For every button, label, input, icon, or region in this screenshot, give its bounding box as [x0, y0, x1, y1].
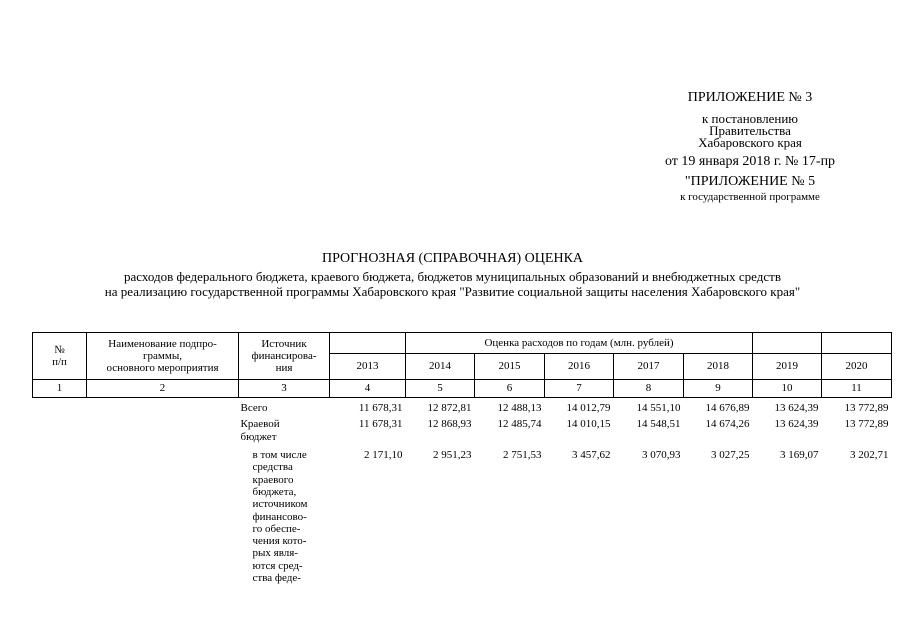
cell-value: 3 202,71: [850, 448, 889, 461]
column-number: 2: [87, 380, 239, 398]
cell-value: 13 624,39: [774, 418, 819, 431]
column-number: 7: [545, 380, 614, 398]
cell-value: 14 676,89: [705, 402, 750, 414]
header-year: 2014: [406, 354, 475, 380]
column-number: 3: [239, 380, 330, 398]
cell-num: [33, 414, 87, 443]
header-year: 2020: [822, 354, 892, 380]
cell-num: [33, 443, 87, 584]
header-empty-right-2: [822, 333, 892, 354]
cell-source: в том числе средства краевого бюджета, источником финансово- го обеспе- чения кото- рых явля- ются сред- ства феде-: [252, 448, 308, 585]
cell-value: 12 485,74: [497, 418, 542, 431]
cell-value: 11 678,31: [358, 418, 403, 431]
table-row: [33, 398, 892, 415]
cell-name: [87, 443, 239, 584]
column-number: 10: [753, 380, 822, 398]
header-year: 2015: [475, 354, 545, 380]
column-number: 5: [406, 380, 475, 398]
cell-num: [33, 398, 87, 415]
cell-value: 11 678,31: [358, 402, 403, 414]
appendix-sub-line: к государственной программе: [680, 191, 820, 203]
document-subtitle-line-2: на реализацию государственной программы Хабаровского края "Развитие социальной защиты населения Хабаровского края": [104, 283, 801, 299]
appendix-title: ПРИЛОЖЕНИЕ № 3: [687, 90, 813, 105]
header-num: № п/п: [33, 333, 87, 380]
appendix-line-3: Хабаровского края: [698, 135, 802, 150]
cell-value: 12 868,93: [427, 418, 472, 431]
header-source: Источник финансирова- ния: [239, 333, 330, 380]
cell-name: [87, 398, 239, 415]
cell-value: 13 772,89: [844, 402, 889, 414]
column-number: 8: [614, 380, 684, 398]
column-number: 6: [475, 380, 545, 398]
cell-value: 2 751,53: [503, 448, 542, 461]
header-year: 2013: [330, 354, 406, 380]
column-numbers-row: [33, 380, 892, 398]
cell-value: 3 169,07: [780, 448, 819, 461]
appendix-line-1: к постановлению: [701, 111, 799, 126]
header-year: 2017: [614, 354, 684, 380]
cell-value: 14 012,79: [566, 402, 611, 414]
cell-value: 12 488,13: [497, 402, 542, 414]
column-number: 9: [684, 380, 753, 398]
cell-value: 14 674,26: [705, 418, 750, 431]
cell-value: 13 624,39: [774, 402, 819, 414]
header-year: 2016: [545, 354, 614, 380]
appendix-line-2: Правительства: [709, 123, 791, 138]
column-number: 1: [33, 380, 87, 398]
cell-value: 3 027,25: [711, 448, 750, 461]
table-row: [33, 414, 892, 443]
document-subtitle-line-1: расходов федерального бюджета, краевого бюджета, бюджетов муниципальных образований и внебюджетных средств: [124, 269, 781, 284]
cell-value: 3 070,93: [642, 448, 681, 461]
cell-value: 14 010,15: [566, 418, 611, 431]
cell-value: 3 457,62: [572, 448, 611, 461]
expenses-table: [32, 332, 892, 584]
cell-source: Всего: [240, 402, 268, 414]
appendix-line-4: от 19 января 2018 г. № 17-пр: [664, 154, 836, 169]
document-subtitle: [0, 270, 905, 299]
cell-value: 13 772,89: [844, 418, 889, 431]
column-number: 11: [822, 380, 892, 398]
header-empty-right-1: [753, 333, 822, 354]
header-name: Наименование подпро- граммы, основного мероприятия: [87, 333, 239, 380]
cell-name: [87, 414, 239, 443]
cell-value: 2 171,10: [364, 448, 403, 461]
table-row: [33, 443, 892, 584]
header-year: 2019: [753, 354, 822, 380]
header-year: 2018: [684, 354, 753, 380]
column-number: 4: [330, 380, 406, 398]
cell-value: 2 951,23: [433, 448, 472, 461]
cell-source: Краевой бюджет: [240, 418, 280, 443]
appendix-sub-title: "ПРИЛОЖЕНИЕ № 5: [684, 174, 816, 189]
header-estimate: Оценка расходов по годам (млн. рублей): [406, 333, 753, 354]
cell-value: 12 872,81: [427, 402, 472, 414]
header-empty-left: [330, 333, 406, 354]
document-title: ПРОГНОЗНАЯ (СПРАВОЧНАЯ) ОЦЕНКА: [321, 251, 584, 266]
cell-value: 14 548,51: [636, 418, 681, 431]
header-row: [33, 333, 892, 354]
cell-value: 14 551,10: [636, 402, 681, 414]
